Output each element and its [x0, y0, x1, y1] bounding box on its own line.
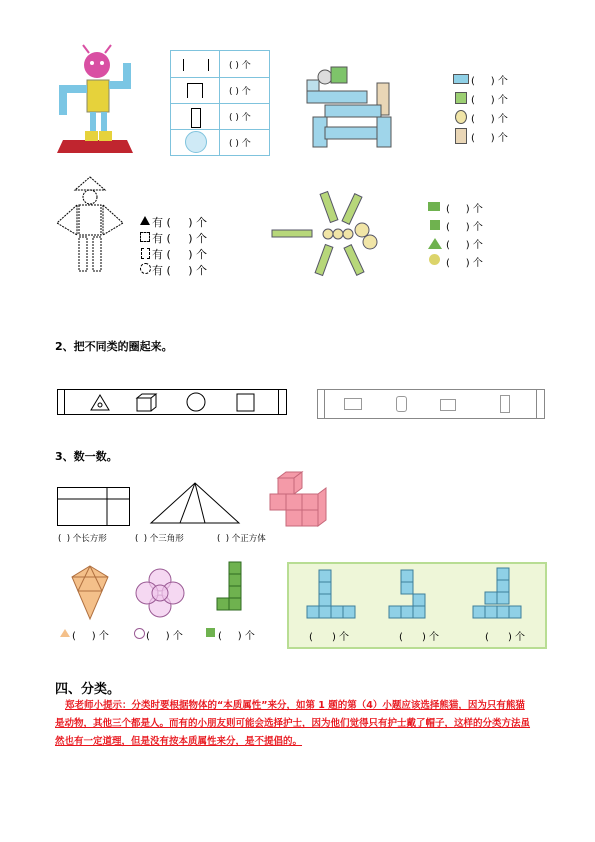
question-3-title: 3、数一数。 [55, 450, 118, 463]
count-label: ( ) 个 [146, 631, 183, 642]
triangle-count-label: ( ) 个三角形 [135, 534, 184, 544]
count-label: ( ) 个 [229, 61, 251, 71]
shape-row-box[interactable] [57, 389, 287, 415]
count-label: ( ) 个 [229, 139, 251, 149]
person-figure-picture [55, 175, 125, 275]
count-label: ( ) 个 [229, 113, 251, 123]
cube-figures-panel [287, 562, 547, 649]
count-label: 有 ( ) 个 [152, 232, 208, 245]
count-label: ( ) 个 [471, 95, 508, 106]
count-label: ( ) 个 [229, 87, 251, 97]
count-label: ( ) 个 [309, 632, 350, 643]
count-label: 有 ( ) 个 [152, 248, 208, 261]
count-label: 有 ( ) 个 [152, 216, 208, 229]
count-label: ( ) 个 [485, 632, 526, 643]
cone-triangles-picture [70, 565, 110, 620]
section-4-title: 四、分类。 [55, 682, 121, 697]
solid-row-box[interactable] [317, 389, 545, 419]
count-label: ( ) 个 [446, 204, 483, 215]
count-label: ( ) 个 [446, 222, 483, 233]
teacher-tip-line: 郑老师小提示：分类时要根据物体的“本质属性”来分，如第 1 题的第（4）小题应该选择熊猫，因为只有熊猫 [65, 700, 525, 711]
cube-count-label: ( ) 个正方体 [217, 534, 266, 544]
count-label: ( ) 个 [72, 631, 109, 642]
pink-cubes-picture [268, 470, 328, 528]
circles-flower-picture [135, 568, 185, 618]
count-label: ( ) 个 [471, 76, 508, 87]
radial-shape-picture [270, 190, 400, 280]
question-2-title: 2、把不同类的圈起来。 [55, 340, 173, 353]
count-label: ( ) 个 [471, 133, 508, 144]
shape-count-list [140, 214, 250, 278]
shape-count-list [428, 200, 538, 270]
count-label: ( ) 个 [446, 240, 483, 251]
count-label: ( ) 个 [471, 114, 508, 125]
blocks-picture [305, 65, 405, 155]
shape-table [170, 50, 270, 156]
triangle-picture [150, 482, 240, 524]
count-label: ( ) 个 [446, 258, 483, 269]
teacher-tip-line: 是动物，其他三个都是人。而有的小朋友则可能会选择护士，因为他们觉得只有护士戴了帽子，这样的分类方法虽 [55, 718, 531, 729]
green-cubes-picture [215, 560, 249, 615]
count-row [60, 627, 270, 641]
count-label: 有 ( ) 个 [152, 264, 208, 277]
count-label: ( ) 个 [218, 631, 255, 642]
rectangle-grid-picture [57, 487, 131, 527]
robot-picture [55, 45, 135, 160]
solid-count-list [453, 72, 553, 152]
count-label: ( ) 个 [399, 632, 440, 643]
teacher-tip-line: 然也有一定道理，但是没有按本质属性来分，是不提倡的。 [55, 736, 303, 747]
rectangle-count-label: ( ) 个长方形 [58, 534, 107, 544]
